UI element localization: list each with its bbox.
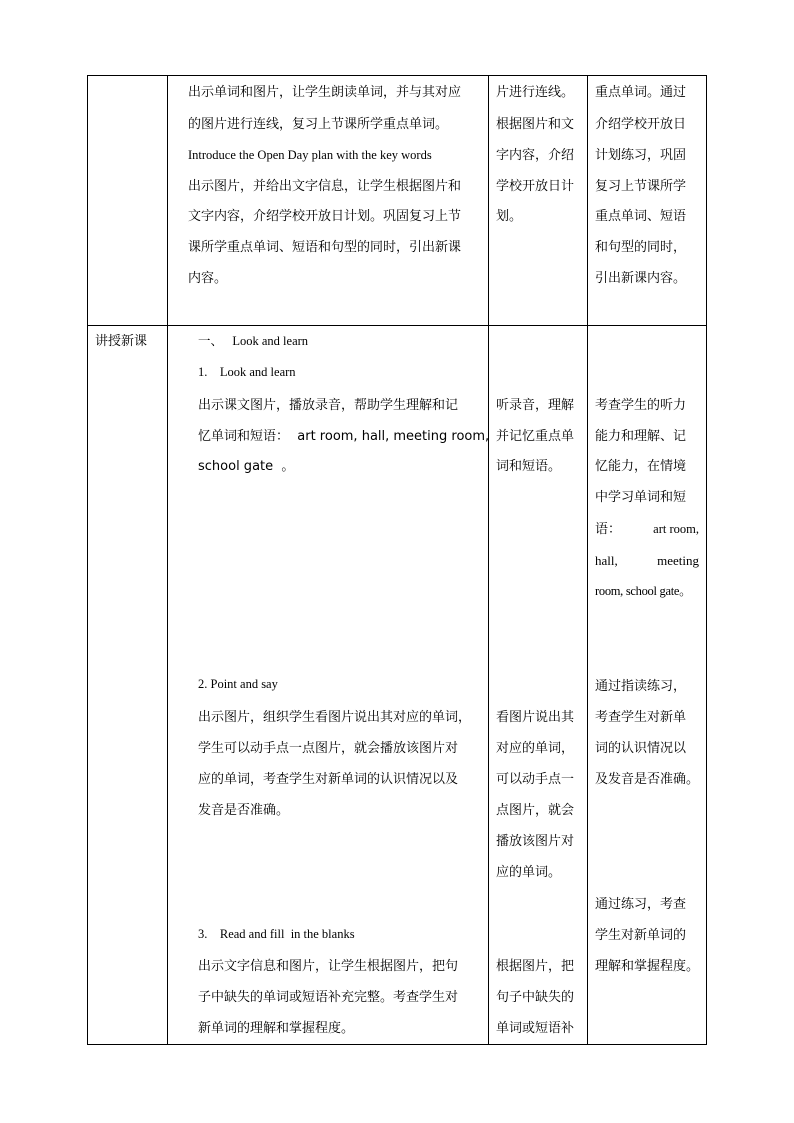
student-line: 根据图片和文 <box>496 117 575 132</box>
purpose-line: 通过练习，考查 <box>595 897 687 912</box>
student-line: 片进行连线。 <box>496 85 575 100</box>
table-left-border <box>87 75 88 1045</box>
procedure-line: 发音是否准确。 <box>198 803 290 818</box>
purpose-line: 和句型的同时， <box>595 240 687 255</box>
procedure-line: 文字内容，介绍学校开放日计划。巩固复习上节 <box>188 209 462 224</box>
purpose-line: 忆能力，在情境 <box>595 459 687 474</box>
procedure-line: 出示图片，组织学生看图片说出其对应的单词， <box>198 710 472 725</box>
student-line: 句子中缺失的 <box>496 990 575 1005</box>
item2-heading: 2. Point and say <box>198 677 278 691</box>
procedure-line: 的图片进行连线，复习上节课所学重点单词。 <box>188 117 449 132</box>
purpose-line: 能力和理解、记 <box>595 429 687 444</box>
purpose-line <box>595 577 691 607</box>
procedure-line-english: Introduce the Open Day plan with the key words <box>188 148 432 162</box>
procedure-line: 出示图片，并给出文字信息，让学生根据图片和 <box>188 179 462 194</box>
purpose-word: art room, <box>653 522 699 536</box>
stage-label: 讲授新课 <box>95 334 148 349</box>
purpose-line: 及发音是否准确。 <box>595 772 700 787</box>
purpose-line: 引出新课内容。 <box>595 271 687 286</box>
purpose-word: 语： <box>595 522 622 537</box>
row-divider <box>87 325 707 326</box>
student-line: 根据图片，把 <box>496 959 575 974</box>
table-top-border <box>87 75 707 76</box>
procedure-line: 出示课文图片，播放录音，帮助学生理解和记 <box>198 398 459 413</box>
student-line: 可以动手点一 <box>496 772 575 787</box>
table-bottom-border <box>87 1044 707 1045</box>
student-line: 学校开放日计 <box>496 179 575 194</box>
purpose-line: 介绍学校开放日 <box>595 117 687 132</box>
table-right-border <box>706 75 707 1045</box>
student-line: 看图片说出其 <box>496 710 575 725</box>
purpose-line: 理解和掌握程度。 <box>595 959 700 974</box>
purpose-word: hall, <box>595 553 618 568</box>
purpose-line: 重点单词。通过 <box>595 85 687 100</box>
student-line: 对应的单词， <box>496 741 575 756</box>
procedure-line: 忆单词和短语： art room, hall, meeting room, <box>198 429 490 444</box>
item1-heading: 1. Look and learn <box>198 365 296 379</box>
procedure-line: 内容。 <box>188 271 228 286</box>
purpose-line: 复习上节课所学 <box>595 179 687 194</box>
student-line: 单词或短语补 <box>496 1021 575 1036</box>
procedure-line: 子中缺失的单词或短语补充完整。考查学生对 <box>198 990 459 1005</box>
procedure-line: 课所学重点单词、短语和句型的同时，引出新课 <box>188 240 462 255</box>
procedure-line: school gate 。 <box>198 459 295 474</box>
purpose-justified-line <box>595 545 699 576</box>
student-line: 听录音，理解 <box>496 398 575 413</box>
student-line: 划。 <box>496 209 523 224</box>
procedure-line: 应的单词，考查学生对新单词的认识情况以及 <box>198 772 459 787</box>
student-line: 点图片，就会 <box>496 803 575 818</box>
purpose-last-line: room, school gate。 <box>595 584 692 598</box>
purpose-line: 重点单词、短语 <box>595 209 687 224</box>
student-line: 并记忆重点单 <box>496 429 575 444</box>
purpose-word: meeting <box>657 553 699 568</box>
purpose-justified-line <box>595 514 699 545</box>
student-line: 词和短语。 <box>496 459 562 474</box>
item3-heading: 3. Read and fill in the blanks <box>198 927 355 941</box>
section-heading: 一、 Look and learn <box>198 334 309 348</box>
student-line: 应的单词。 <box>496 865 562 880</box>
student-line: 字内容，介绍 <box>496 148 575 163</box>
student-line: 播放该图片对 <box>496 834 575 849</box>
purpose-line: 计划练习，巩固 <box>595 148 687 163</box>
purpose-line: 词的认识情况以 <box>595 741 687 756</box>
purpose-line: 中学习单词和短 <box>595 490 687 505</box>
procedure-line: 学生可以动手点一点图片，就会播放该图片对 <box>198 741 459 756</box>
purpose-line: 考查学生的听力 <box>595 398 687 413</box>
column-divider-1 <box>167 75 168 1045</box>
procedure-line: 出示单词和图片，让学生朗读单词，并与其对应 <box>188 85 462 100</box>
purpose-line: 学生对新单词的 <box>595 928 687 943</box>
column-divider-3 <box>587 75 588 1045</box>
purpose-line: 通过指读练习， <box>595 679 687 694</box>
purpose-line: 考查学生对新单 <box>595 710 687 725</box>
procedure-line: 出示文字信息和图片，让学生根据图片，把句 <box>198 959 459 974</box>
column-divider-2 <box>488 75 489 1045</box>
procedure-line: 新单词的理解和掌握程度。 <box>198 1021 355 1036</box>
